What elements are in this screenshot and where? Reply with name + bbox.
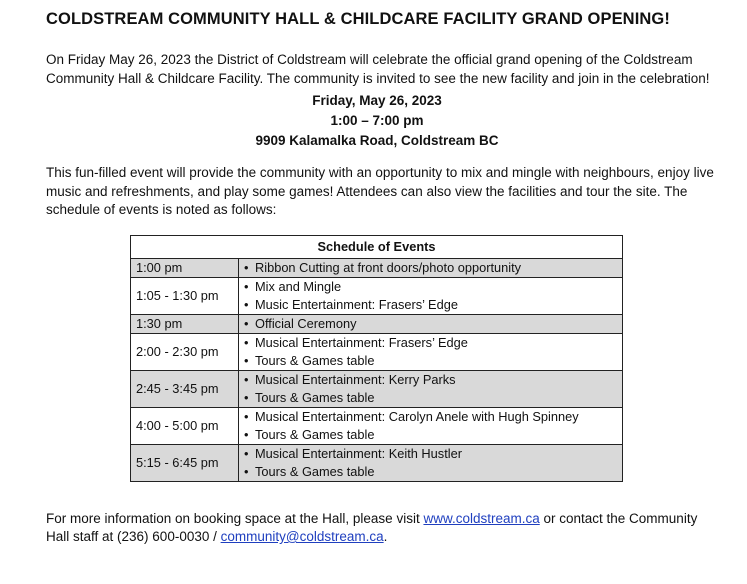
schedule-row [131, 370, 623, 407]
schedule-time: 4:00 - 5:00 pm [131, 407, 239, 444]
activity-text: Musical Entertainment: Keith Hustler [255, 445, 462, 461]
footer-text-before: For more information on booking space at the Hall, please visit [46, 510, 424, 526]
schedule-activities [239, 258, 623, 277]
bullet-icon: • [244, 408, 249, 424]
bullet-icon: • [244, 278, 249, 294]
activity-text: Musical Entertainment: Frasers’ Edge [255, 334, 468, 350]
schedule-activity [244, 389, 617, 407]
schedule-time: 1:00 pm [131, 258, 239, 277]
schedule-activities [239, 333, 623, 370]
event-details [46, 91, 708, 151]
schedule-row [131, 277, 623, 314]
email-link[interactable]: community@coldstream.ca [220, 529, 384, 544]
schedule-row [131, 407, 623, 444]
bullet-icon: • [244, 371, 249, 387]
footer-paragraph [46, 510, 716, 547]
activity-text: Musical Entertainment: Kerry Parks [255, 371, 456, 387]
website-link[interactable]: www.coldstream.ca [423, 510, 540, 526]
schedule-row [131, 333, 623, 370]
activity-text: Ribbon Cutting at front doors/photo opportunity [255, 259, 522, 275]
schedule-body [131, 258, 623, 481]
activity-text: Official Ceremony [255, 315, 357, 331]
event-address: 9909 Kalamalka Road, Coldstream BC [255, 133, 499, 148]
schedule-activity [244, 408, 617, 426]
activity-text: Musical Entertainment: Carolyn Anele with Hugh Spinney [255, 408, 579, 424]
schedule-activity [244, 334, 617, 352]
schedule-activities [239, 277, 623, 314]
schedule-activity [244, 315, 617, 333]
activity-text: Tours & Games table [255, 389, 375, 405]
schedule-activity [244, 463, 617, 481]
footer-text-middle: or contact the Community Hall staff at (236) 600-0030 / [46, 510, 698, 544]
schedule-activity [244, 371, 617, 389]
bullet-icon: • [244, 315, 249, 331]
event-date: Friday, May 26, 2023 [312, 93, 442, 108]
schedule-row [131, 258, 623, 277]
activity-text: Music Entertainment: Frasers’ Edge [255, 296, 458, 312]
schedule-activities [239, 407, 623, 444]
schedule-row [131, 444, 623, 481]
bullet-icon: • [244, 352, 249, 368]
intro-paragraph: On Friday May 26, 2023 the District of Coldstream will celebrate the official grand opening of the Coldstream Community Hall & Childcare Facility. The community is invited to see the new facility and join in the celebration! [46, 52, 710, 86]
schedule-time: 1:05 - 1:30 pm [131, 277, 239, 314]
bullet-icon: • [244, 463, 249, 479]
schedule-table [130, 235, 623, 482]
schedule-activity [244, 445, 617, 463]
bullet-icon: • [244, 445, 249, 461]
schedule-activity [244, 296, 617, 314]
document-page [46, 10, 716, 547]
schedule-activity [244, 426, 617, 444]
bullet-icon: • [244, 296, 249, 312]
schedule-time: 1:30 pm [131, 314, 239, 333]
schedule-activity [244, 259, 617, 277]
schedule-time: 2:45 - 3:45 pm [131, 370, 239, 407]
schedule-time: 2:00 - 2:30 pm [131, 333, 239, 370]
schedule-activity [244, 278, 617, 296]
bullet-icon: • [244, 426, 249, 442]
schedule-activities [239, 370, 623, 407]
bullet-icon: • [244, 334, 249, 350]
event-time: 1:00 – 7:00 pm [330, 113, 424, 128]
activity-text: Tours & Games table [255, 426, 375, 442]
activity-text: Mix and Mingle [255, 278, 342, 294]
schedule-activities [239, 314, 623, 333]
schedule-activity [244, 352, 617, 370]
schedule-activities [239, 444, 623, 481]
activity-text: Tours & Games table [255, 352, 375, 368]
description-paragraph: This fun-filled event will provide the community with an opportunity to mix and mingle with neighbours, enjoy live music and refreshments, and play some games! Attendees can also view the facilities and tour the site. The schedule of events is noted as follows: [46, 165, 714, 217]
schedule-row [131, 314, 623, 333]
page-title: COLDSTREAM COMMUNITY HALL & CHILDCARE FACILITY GRAND OPENING! [46, 10, 670, 28]
activity-text: Tours & Games table [255, 463, 375, 479]
schedule-title: Schedule of Events [131, 235, 623, 258]
bullet-icon: • [244, 389, 249, 405]
footer-text-end: . [383, 529, 388, 544]
schedule-time: 5:15 - 6:45 pm [131, 444, 239, 481]
bullet-icon: • [244, 259, 249, 275]
